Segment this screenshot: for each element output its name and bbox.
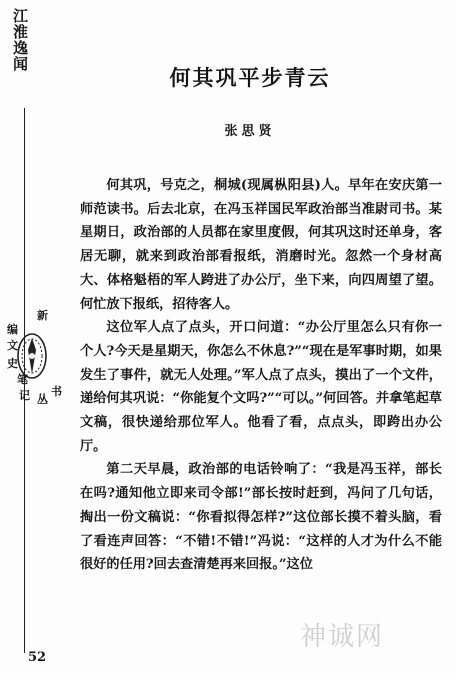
article-author: 张思贤 [224, 124, 276, 139]
article-body [80, 174, 442, 577]
series-seal-logo [5, 302, 67, 410]
seal-char-shi: 史 [7, 357, 18, 370]
watermark: 神诚网 [300, 622, 385, 652]
paragraph-1: 何其巩，号克之，桐城(现属枞阳县)人。早年在安庆第一师范读书。后去北京，在冯玉祥国民军政治部当准尉司书。某星期日，政治部的人员都在家里度假，何其巩这时还单身，客居无聊，就来到政治部看报纸，消磨时光。忽然一个身材高大、体格魁梧的军人跨进了办公厅，坐下来，向四周望了望。何忙放下报纸，招待客人。 [80, 178, 442, 312]
seal-char-xin: 新 [37, 309, 48, 322]
paragraph-2: 这位军人点了点头，开口问道：“办公厅里怎么只有你一个人?今天是星期天，你怎么不休息?”“现在是军事时期，如果发生了事件，就无人处理。”军人点了点头，摸出了一个文件，递给何其巩说：“你能复个文吗?”“可以。”何回答。并拿笔起草文稿，很快递给那位军人。他看了看，点点头，即跨出办公厅。 [80, 320, 442, 454]
seal-char-wen: 文 [7, 339, 18, 352]
series-title: 江淮逸闻 [11, 8, 29, 72]
article-title: 何其巩平步青云 [169, 66, 331, 90]
seal-char-shu: 书 [51, 385, 62, 398]
seal-char-bian: 编 [7, 323, 18, 336]
paragraph-3: 第二天早晨，政治部的电话铃响了：“我是冯玉祥，部长在吗?通知他立即来司令部!”部长按时赶到，冯问了几句话，掏出一份文稿说：“你看拟得怎样?”这位部长摸不着头脑，看了看连声回答：“不错!不错!”冯说：“这样的人才为什么不能很好的任用?回去查清楚再来回报。”这位 [80, 462, 442, 573]
page-number: 52 [28, 650, 47, 665]
seal-char-bi: 笔 [17, 373, 28, 386]
seal-char-ji: 记 [19, 389, 30, 402]
seal-char-cong: 丛 [37, 393, 48, 406]
